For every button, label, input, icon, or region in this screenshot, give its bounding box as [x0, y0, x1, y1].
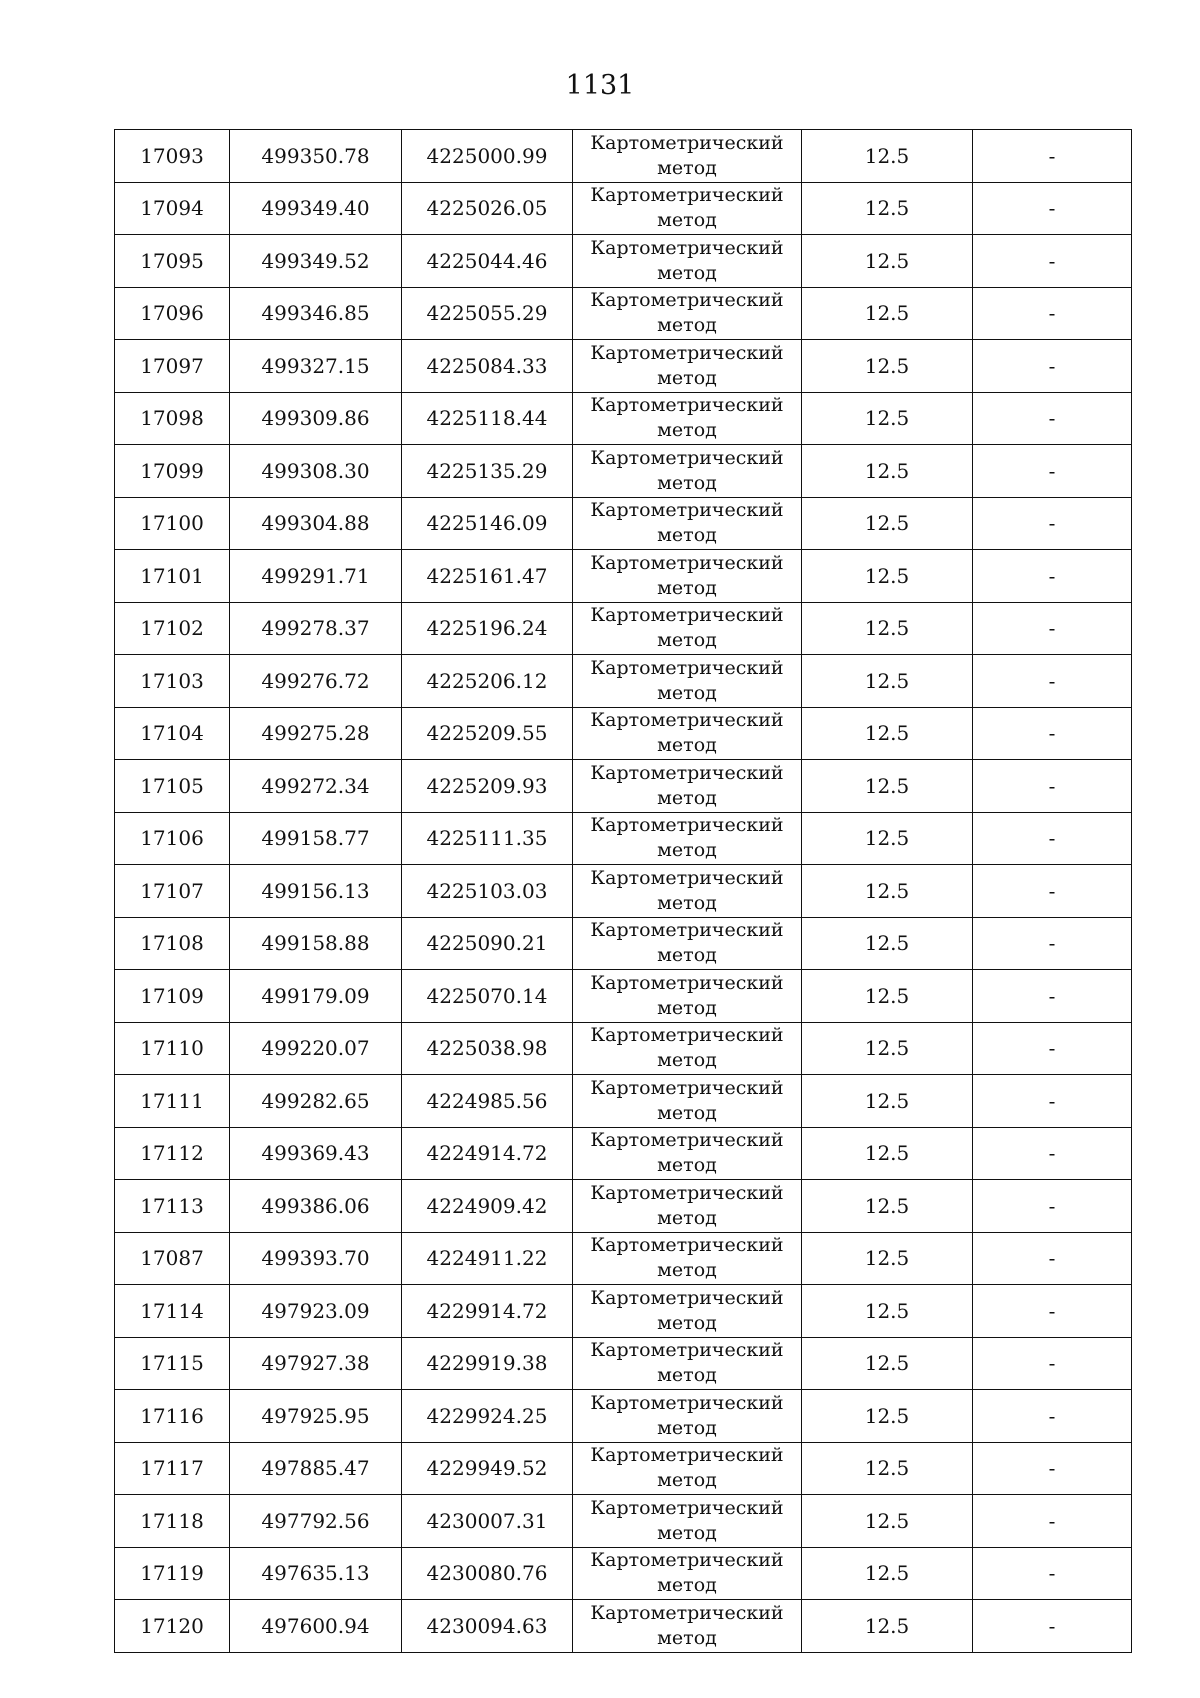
y-coordinate-cell: 4230094.63 [402, 1600, 573, 1653]
note-cell: - [973, 182, 1132, 235]
method-line: Картометрический [590, 1024, 784, 1047]
note-cell: - [973, 865, 1132, 918]
point-number-cell: 17105 [115, 760, 230, 813]
y-coordinate-cell: 4224911.22 [402, 1232, 573, 1285]
method-cell [573, 707, 802, 760]
y-coordinate-cell: 4224914.72 [402, 1127, 573, 1180]
note-cell: - [973, 707, 1132, 760]
y-coordinate-cell: 4225038.98 [402, 1022, 573, 1075]
y-coordinate-cell: 4225209.93 [402, 760, 573, 813]
y-coordinate-cell: 4229919.38 [402, 1337, 573, 1390]
point-number-cell: 17103 [115, 655, 230, 708]
coordinates-table [114, 129, 1132, 1653]
method-cell [573, 812, 802, 865]
point-number-cell: 17113 [115, 1180, 230, 1233]
y-coordinate-cell: 4225000.99 [402, 130, 573, 183]
method-cell [573, 1285, 802, 1338]
accuracy-cell: 12.5 [802, 1127, 973, 1180]
x-coordinate-cell: 499158.77 [230, 812, 402, 865]
method-line: метод [657, 366, 717, 389]
point-number-cell: 17096 [115, 287, 230, 340]
x-coordinate-cell: 499282.65 [230, 1075, 402, 1128]
x-coordinate-cell: 497927.38 [230, 1337, 402, 1390]
method-cell [573, 1390, 802, 1443]
method-line: метод [657, 156, 717, 179]
point-number-cell: 17107 [115, 865, 230, 918]
accuracy-cell: 12.5 [802, 1337, 973, 1390]
method-cell [573, 1075, 802, 1128]
method-line: Картометрический [590, 761, 784, 784]
method-line: метод [657, 1469, 717, 1492]
method-cell [573, 1547, 802, 1600]
accuracy-cell: 12.5 [802, 445, 973, 498]
table-row [115, 655, 1132, 708]
table-row [115, 1285, 1132, 1338]
method-line: Картометрический [590, 1444, 784, 1467]
point-number-cell: 17118 [115, 1495, 230, 1548]
method-line: метод [657, 629, 717, 652]
x-coordinate-cell: 499393.70 [230, 1232, 402, 1285]
note-cell: - [973, 392, 1132, 445]
table-row [115, 392, 1132, 445]
y-coordinate-cell: 4225070.14 [402, 970, 573, 1023]
method-line: метод [657, 839, 717, 862]
method-line: метод [657, 944, 717, 967]
method-line: Картометрический [590, 1339, 784, 1362]
x-coordinate-cell: 499272.34 [230, 760, 402, 813]
note-cell: - [973, 1180, 1132, 1233]
x-coordinate-cell: 499308.30 [230, 445, 402, 498]
note-cell: - [973, 970, 1132, 1023]
method-line: метод [657, 576, 717, 599]
point-number-cell: 17087 [115, 1232, 230, 1285]
method-cell [573, 392, 802, 445]
x-coordinate-cell: 499275.28 [230, 707, 402, 760]
y-coordinate-cell: 4225103.03 [402, 865, 573, 918]
method-line: метод [657, 1206, 717, 1229]
x-coordinate-cell: 497925.95 [230, 1390, 402, 1443]
table-row [115, 182, 1132, 235]
point-number-cell: 17110 [115, 1022, 230, 1075]
table-row [115, 1075, 1132, 1128]
y-coordinate-cell: 4230080.76 [402, 1547, 573, 1600]
accuracy-cell: 12.5 [802, 760, 973, 813]
method-cell [573, 287, 802, 340]
point-number-cell: 17094 [115, 182, 230, 235]
note-cell: - [973, 1495, 1132, 1548]
accuracy-cell: 12.5 [802, 340, 973, 393]
x-coordinate-cell: 499304.88 [230, 497, 402, 550]
accuracy-cell: 12.5 [802, 550, 973, 603]
note-cell: - [973, 1442, 1132, 1495]
method-line: метод [657, 524, 717, 547]
method-line: Картометрический [590, 1496, 784, 1519]
note-cell: - [973, 1022, 1132, 1075]
point-number-cell: 17093 [115, 130, 230, 183]
method-line: Картометрический [590, 656, 784, 679]
table-row [115, 287, 1132, 340]
y-coordinate-cell: 4225026.05 [402, 182, 573, 235]
table-row [115, 497, 1132, 550]
note-cell: - [973, 1127, 1132, 1180]
accuracy-cell: 12.5 [802, 1022, 973, 1075]
y-coordinate-cell: 4225161.47 [402, 550, 573, 603]
point-number-cell: 17114 [115, 1285, 230, 1338]
method-cell [573, 1495, 802, 1548]
method-line: метод [657, 1311, 717, 1334]
method-cell [573, 1442, 802, 1495]
y-coordinate-cell: 4224909.42 [402, 1180, 573, 1233]
x-coordinate-cell: 499291.71 [230, 550, 402, 603]
table-row [115, 1390, 1132, 1443]
method-line: Картометрический [590, 1549, 784, 1572]
table-row [115, 602, 1132, 655]
table-row [115, 1547, 1132, 1600]
x-coordinate-cell: 497635.13 [230, 1547, 402, 1600]
table-row [115, 707, 1132, 760]
point-number-cell: 17115 [115, 1337, 230, 1390]
x-coordinate-cell: 499349.52 [230, 235, 402, 288]
note-cell: - [973, 1600, 1132, 1653]
note-cell: - [973, 287, 1132, 340]
y-coordinate-cell: 4225084.33 [402, 340, 573, 393]
accuracy-cell: 12.5 [802, 1075, 973, 1128]
point-number-cell: 17101 [115, 550, 230, 603]
point-number-cell: 17095 [115, 235, 230, 288]
x-coordinate-cell: 497885.47 [230, 1442, 402, 1495]
x-coordinate-cell: 499369.43 [230, 1127, 402, 1180]
method-line: Картометрический [590, 551, 784, 574]
table-row [115, 1127, 1132, 1180]
x-coordinate-cell: 499349.40 [230, 182, 402, 235]
y-coordinate-cell: 4225209.55 [402, 707, 573, 760]
accuracy-cell: 12.5 [802, 1600, 973, 1653]
method-cell [573, 865, 802, 918]
table-row [115, 130, 1132, 183]
method-line: Картометрический [590, 1181, 784, 1204]
x-coordinate-cell: 497792.56 [230, 1495, 402, 1548]
note-cell: - [973, 812, 1132, 865]
accuracy-cell: 12.5 [802, 392, 973, 445]
accuracy-cell: 12.5 [802, 1180, 973, 1233]
method-line: метод [657, 1049, 717, 1072]
method-line: метод [657, 996, 717, 1019]
note-cell: - [973, 340, 1132, 393]
y-coordinate-cell: 4225196.24 [402, 602, 573, 655]
point-number-cell: 17097 [115, 340, 230, 393]
method-line: Картометрический [590, 1286, 784, 1309]
method-cell [573, 235, 802, 288]
method-line: Картометрический [590, 131, 784, 154]
method-line: метод [657, 1101, 717, 1124]
table-row [115, 340, 1132, 393]
y-coordinate-cell: 4230007.31 [402, 1495, 573, 1548]
method-line: Картометрический [590, 1129, 784, 1152]
accuracy-cell: 12.5 [802, 235, 973, 288]
method-cell [573, 970, 802, 1023]
accuracy-cell: 12.5 [802, 917, 973, 970]
point-number-cell: 17120 [115, 1600, 230, 1653]
point-number-cell: 17102 [115, 602, 230, 655]
y-coordinate-cell: 4225118.44 [402, 392, 573, 445]
method-line: Картометрический [590, 709, 784, 732]
note-cell: - [973, 1075, 1132, 1128]
method-cell [573, 445, 802, 498]
table-row [115, 1600, 1132, 1653]
note-cell: - [973, 1285, 1132, 1338]
method-line: метод [657, 1416, 717, 1439]
note-cell: - [973, 1390, 1132, 1443]
method-line: Картометрический [590, 341, 784, 364]
table-row [115, 865, 1132, 918]
y-coordinate-cell: 4224985.56 [402, 1075, 573, 1128]
method-cell [573, 602, 802, 655]
method-line: метод [657, 471, 717, 494]
method-line: Картометрический [590, 866, 784, 889]
accuracy-cell: 12.5 [802, 655, 973, 708]
point-number-cell: 17119 [115, 1547, 230, 1600]
y-coordinate-cell: 4229949.52 [402, 1442, 573, 1495]
table-row [115, 445, 1132, 498]
method-line: метод [657, 1626, 717, 1649]
note-cell: - [973, 1547, 1132, 1600]
method-cell [573, 340, 802, 393]
method-line: метод [657, 314, 717, 337]
accuracy-cell: 12.5 [802, 287, 973, 340]
method-line: Картометрический [590, 446, 784, 469]
method-cell [573, 182, 802, 235]
table-row [115, 1022, 1132, 1075]
table-row [115, 1232, 1132, 1285]
method-line: Картометрический [590, 1601, 784, 1624]
accuracy-cell: 12.5 [802, 865, 973, 918]
method-cell [573, 1232, 802, 1285]
method-cell [573, 655, 802, 708]
method-line: метод [657, 681, 717, 704]
method-line: Картометрический [590, 184, 784, 207]
note-cell: - [973, 445, 1132, 498]
method-cell [573, 760, 802, 813]
x-coordinate-cell: 499386.06 [230, 1180, 402, 1233]
x-coordinate-cell: 499350.78 [230, 130, 402, 183]
point-number-cell: 17109 [115, 970, 230, 1023]
accuracy-cell: 12.5 [802, 1285, 973, 1338]
method-cell [573, 1180, 802, 1233]
method-line: метод [657, 734, 717, 757]
accuracy-cell: 12.5 [802, 182, 973, 235]
note-cell: - [973, 235, 1132, 288]
accuracy-cell: 12.5 [802, 1232, 973, 1285]
method-line: Картометрический [590, 236, 784, 259]
point-number-cell: 17108 [115, 917, 230, 970]
y-coordinate-cell: 4225044.46 [402, 235, 573, 288]
accuracy-cell: 12.5 [802, 1547, 973, 1600]
table-row [115, 1495, 1132, 1548]
note-cell: - [973, 1232, 1132, 1285]
method-line: метод [657, 261, 717, 284]
table-row [115, 1337, 1132, 1390]
method-line: Картометрический [590, 814, 784, 837]
point-number-cell: 17117 [115, 1442, 230, 1495]
method-line: метод [657, 1521, 717, 1544]
method-cell [573, 1337, 802, 1390]
table-row [115, 550, 1132, 603]
y-coordinate-cell: 4229914.72 [402, 1285, 573, 1338]
y-coordinate-cell: 4225135.29 [402, 445, 573, 498]
x-coordinate-cell: 499309.86 [230, 392, 402, 445]
table-row [115, 812, 1132, 865]
method-line: Картометрический [590, 394, 784, 417]
y-coordinate-cell: 4225055.29 [402, 287, 573, 340]
point-number-cell: 17098 [115, 392, 230, 445]
accuracy-cell: 12.5 [802, 130, 973, 183]
method-line: метод [657, 1364, 717, 1387]
table-row [115, 917, 1132, 970]
method-cell [573, 917, 802, 970]
method-line: Картометрический [590, 919, 784, 942]
method-line: метод [657, 419, 717, 442]
method-cell [573, 1127, 802, 1180]
method-cell [573, 1600, 802, 1653]
accuracy-cell: 12.5 [802, 970, 973, 1023]
method-cell [573, 130, 802, 183]
x-coordinate-cell: 499220.07 [230, 1022, 402, 1075]
accuracy-cell: 12.5 [802, 707, 973, 760]
x-coordinate-cell: 499276.72 [230, 655, 402, 708]
method-line: метод [657, 1259, 717, 1282]
x-coordinate-cell: 497923.09 [230, 1285, 402, 1338]
note-cell: - [973, 917, 1132, 970]
method-line: метод [657, 891, 717, 914]
method-line: Картометрический [590, 1234, 784, 1257]
method-cell [573, 550, 802, 603]
method-line: Картометрический [590, 499, 784, 522]
method-cell [573, 1022, 802, 1075]
note-cell: - [973, 602, 1132, 655]
accuracy-cell: 12.5 [802, 1390, 973, 1443]
method-line: Картометрический [590, 1076, 784, 1099]
y-coordinate-cell: 4225146.09 [402, 497, 573, 550]
method-line: Картометрический [590, 289, 784, 312]
accuracy-cell: 12.5 [802, 602, 973, 655]
x-coordinate-cell: 499327.15 [230, 340, 402, 393]
method-line: метод [657, 209, 717, 232]
table-row [115, 1180, 1132, 1233]
table-row [115, 235, 1132, 288]
point-number-cell: 17099 [115, 445, 230, 498]
point-number-cell: 17116 [115, 1390, 230, 1443]
accuracy-cell: 12.5 [802, 1442, 973, 1495]
method-line: метод [657, 1154, 717, 1177]
x-coordinate-cell: 497600.94 [230, 1600, 402, 1653]
point-number-cell: 17100 [115, 497, 230, 550]
x-coordinate-cell: 499156.13 [230, 865, 402, 918]
point-number-cell: 17104 [115, 707, 230, 760]
note-cell: - [973, 760, 1132, 813]
method-line: метод [657, 1574, 717, 1597]
x-coordinate-cell: 499179.09 [230, 970, 402, 1023]
point-number-cell: 17106 [115, 812, 230, 865]
table-body [115, 130, 1132, 1653]
x-coordinate-cell: 499278.37 [230, 602, 402, 655]
method-line: Картометрический [590, 604, 784, 627]
method-line: метод [657, 786, 717, 809]
x-coordinate-cell: 499158.88 [230, 917, 402, 970]
table-row [115, 1442, 1132, 1495]
point-number-cell: 17111 [115, 1075, 230, 1128]
note-cell: - [973, 1337, 1132, 1390]
method-line: Картометрический [590, 1391, 784, 1414]
note-cell: - [973, 130, 1132, 183]
accuracy-cell: 12.5 [802, 812, 973, 865]
note-cell: - [973, 497, 1132, 550]
y-coordinate-cell: 4225090.21 [402, 917, 573, 970]
table-row [115, 970, 1132, 1023]
y-coordinate-cell: 4225111.35 [402, 812, 573, 865]
point-number-cell: 17112 [115, 1127, 230, 1180]
note-cell: - [973, 550, 1132, 603]
method-line: Картометрический [590, 971, 784, 994]
y-coordinate-cell: 4225206.12 [402, 655, 573, 708]
table-row [115, 760, 1132, 813]
accuracy-cell: 12.5 [802, 497, 973, 550]
method-cell [573, 497, 802, 550]
y-coordinate-cell: 4229924.25 [402, 1390, 573, 1443]
note-cell: - [973, 655, 1132, 708]
x-coordinate-cell: 499346.85 [230, 287, 402, 340]
accuracy-cell: 12.5 [802, 1495, 973, 1548]
page-number: 1131 [565, 70, 635, 101]
